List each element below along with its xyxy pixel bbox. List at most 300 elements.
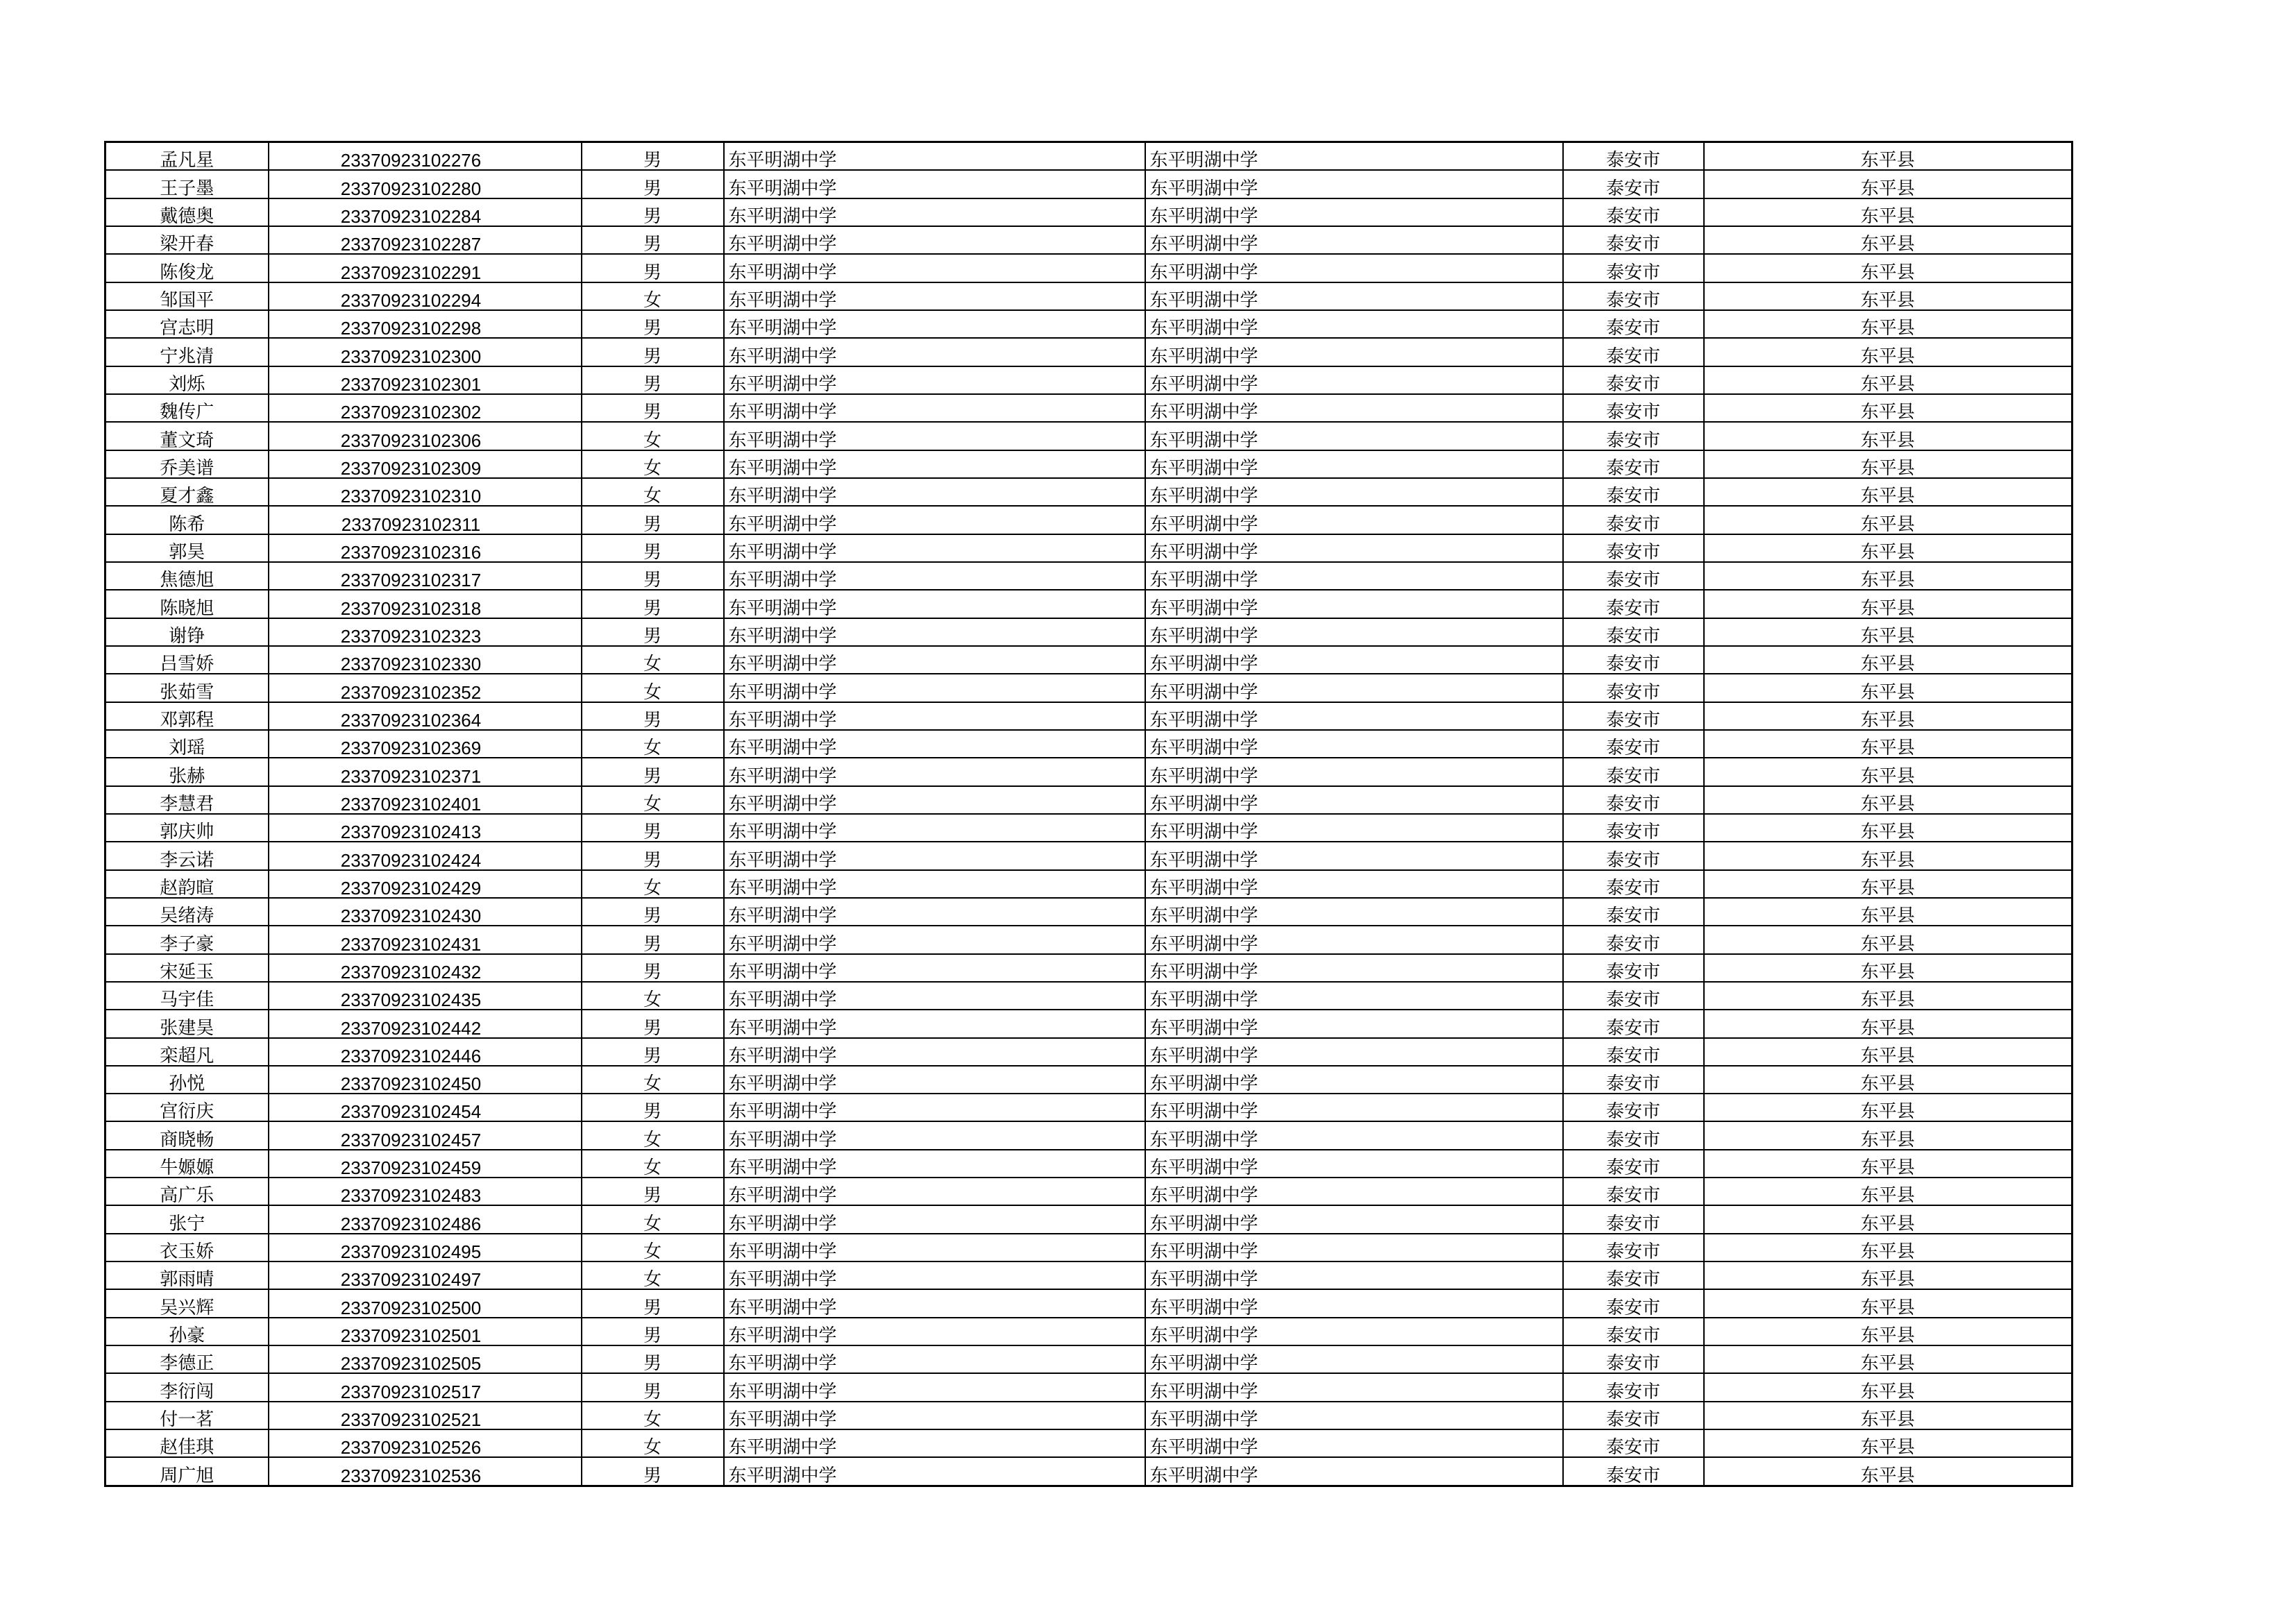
exam-id-cell: 23370923102536 xyxy=(269,1457,582,1486)
exam-id-cell: 23370923102300 xyxy=(269,338,582,366)
gender-cell: 男 xyxy=(582,1289,724,1317)
county-cell: 东平县 xyxy=(1704,1457,2073,1486)
student-name-cell: 赵佳琪 xyxy=(105,1429,269,1457)
school-attended-cell: 东平明湖中学 xyxy=(1145,506,1563,534)
school-attended-cell: 东平明湖中学 xyxy=(1145,1010,1563,1037)
school-attended-cell: 东平明湖中学 xyxy=(1145,1402,1563,1429)
exam-id-cell: 23370923102457 xyxy=(269,1121,582,1149)
student-name-cell: 吕雪娇 xyxy=(105,646,269,674)
student-name-cell: 郭庆帅 xyxy=(105,814,269,842)
table-row xyxy=(105,982,2073,1010)
table-row xyxy=(105,954,2073,982)
county-cell: 东平县 xyxy=(1704,422,2073,450)
school-cell: 东平明湖中学 xyxy=(724,366,1145,394)
exam-id-cell: 23370923102486 xyxy=(269,1205,582,1233)
table-row xyxy=(105,1066,2073,1094)
student-name-cell: 谢铮 xyxy=(105,618,269,646)
student-name-cell: 郭雨晴 xyxy=(105,1261,269,1289)
school-cell: 东平明湖中学 xyxy=(724,814,1145,842)
exam-id-cell: 23370923102291 xyxy=(269,254,582,282)
table-row xyxy=(105,478,2073,506)
exam-id-cell: 23370923102316 xyxy=(269,534,582,562)
table-row xyxy=(105,198,2073,226)
county-cell: 东平县 xyxy=(1704,1429,2073,1457)
city-cell: 泰安市 xyxy=(1563,730,1704,758)
student-name-cell: 王子墨 xyxy=(105,170,269,198)
county-cell: 东平县 xyxy=(1704,310,2073,338)
student-name-cell: 李子豪 xyxy=(105,926,269,953)
county-cell: 东平县 xyxy=(1704,618,2073,646)
student-name-cell: 焦德旭 xyxy=(105,562,269,590)
city-cell: 泰安市 xyxy=(1563,198,1704,226)
city-cell: 泰安市 xyxy=(1563,450,1704,478)
student-name-cell: 夏才鑫 xyxy=(105,478,269,506)
exam-id-cell: 23370923102294 xyxy=(269,282,582,310)
school-attended-cell: 东平明湖中学 xyxy=(1145,142,1563,171)
gender-cell: 男 xyxy=(582,562,724,590)
exam-id-cell: 23370923102276 xyxy=(269,142,582,171)
school-cell: 东平明湖中学 xyxy=(724,786,1145,814)
school-cell: 东平明湖中学 xyxy=(724,590,1145,618)
gender-cell: 女 xyxy=(582,1066,724,1094)
county-cell: 东平县 xyxy=(1704,702,2073,730)
exam-id-cell: 23370923102459 xyxy=(269,1150,582,1178)
student-name-cell: 李云诺 xyxy=(105,842,269,869)
school-attended-cell: 东平明湖中学 xyxy=(1145,1234,1563,1261)
city-cell: 泰安市 xyxy=(1563,1345,1704,1373)
gender-cell: 男 xyxy=(582,310,724,338)
school-attended-cell: 东平明湖中学 xyxy=(1145,170,1563,198)
county-cell: 东平县 xyxy=(1704,1234,2073,1261)
student-name-cell: 李德正 xyxy=(105,1345,269,1373)
table-row xyxy=(105,1010,2073,1037)
school-attended-cell: 东平明湖中学 xyxy=(1145,1178,1563,1205)
student-name-cell: 董文琦 xyxy=(105,422,269,450)
student-name-cell: 衣玉娇 xyxy=(105,1234,269,1261)
county-cell: 东平县 xyxy=(1704,730,2073,758)
county-cell: 东平县 xyxy=(1704,814,2073,842)
gender-cell: 男 xyxy=(582,1318,724,1345)
school-attended-cell: 东平明湖中学 xyxy=(1145,1373,1563,1401)
student-name-cell: 陈俊龙 xyxy=(105,254,269,282)
student-name-cell: 孙悦 xyxy=(105,1066,269,1094)
table-row xyxy=(105,142,2073,171)
county-cell: 东平县 xyxy=(1704,954,2073,982)
county-cell: 东平县 xyxy=(1704,1178,2073,1205)
county-cell: 东平县 xyxy=(1704,198,2073,226)
county-cell: 东平县 xyxy=(1704,758,2073,785)
exam-id-cell: 23370923102306 xyxy=(269,422,582,450)
exam-id-cell: 23370923102311 xyxy=(269,506,582,534)
table-row xyxy=(105,1318,2073,1345)
exam-id-cell: 23370923102483 xyxy=(269,1178,582,1205)
school-attended-cell: 东平明湖中学 xyxy=(1145,1150,1563,1178)
county-cell: 东平县 xyxy=(1704,142,2073,171)
school-attended-cell: 东平明湖中学 xyxy=(1145,1289,1563,1317)
school-cell: 东平明湖中学 xyxy=(724,1318,1145,1345)
student-name-cell: 张宁 xyxy=(105,1205,269,1233)
school-attended-cell: 东平明湖中学 xyxy=(1145,758,1563,785)
student-name-cell: 李衍闯 xyxy=(105,1373,269,1401)
gender-cell: 男 xyxy=(582,534,724,562)
school-cell: 东平明湖中学 xyxy=(724,506,1145,534)
exam-id-cell: 23370923102364 xyxy=(269,702,582,730)
school-attended-cell: 东平明湖中学 xyxy=(1145,898,1563,926)
gender-cell: 女 xyxy=(582,870,724,898)
school-cell: 东平明湖中学 xyxy=(724,226,1145,254)
table-row xyxy=(105,1150,2073,1178)
school-attended-cell: 东平明湖中学 xyxy=(1145,1261,1563,1289)
city-cell: 泰安市 xyxy=(1563,814,1704,842)
county-cell: 东平县 xyxy=(1704,366,2073,394)
city-cell: 泰安市 xyxy=(1563,310,1704,338)
student-name-cell: 刘瑶 xyxy=(105,730,269,758)
school-cell: 东平明湖中学 xyxy=(724,254,1145,282)
gender-cell: 男 xyxy=(582,1345,724,1373)
student-name-cell: 栾超凡 xyxy=(105,1038,269,1066)
city-cell: 泰安市 xyxy=(1563,1038,1704,1066)
table-row xyxy=(105,758,2073,785)
table-row xyxy=(105,870,2073,898)
exam-id-cell: 23370923102369 xyxy=(269,730,582,758)
school-attended-cell: 东平明湖中学 xyxy=(1145,1205,1563,1233)
school-attended-cell: 东平明湖中学 xyxy=(1145,534,1563,562)
school-cell: 东平明湖中学 xyxy=(724,674,1145,702)
school-attended-cell: 东平明湖中学 xyxy=(1145,1038,1563,1066)
gender-cell: 女 xyxy=(582,646,724,674)
school-cell: 东平明湖中学 xyxy=(724,450,1145,478)
county-cell: 东平县 xyxy=(1704,786,2073,814)
city-cell: 泰安市 xyxy=(1563,1234,1704,1261)
student-name-cell: 宋延玉 xyxy=(105,954,269,982)
city-cell: 泰安市 xyxy=(1563,506,1704,534)
county-cell: 东平县 xyxy=(1704,1261,2073,1289)
gender-cell: 男 xyxy=(582,758,724,785)
table-row xyxy=(105,590,2073,618)
exam-id-cell: 23370923102495 xyxy=(269,1234,582,1261)
school-cell: 东平明湖中学 xyxy=(724,1457,1145,1486)
gender-cell: 女 xyxy=(582,674,724,702)
school-attended-cell: 东平明湖中学 xyxy=(1145,982,1563,1010)
gender-cell: 男 xyxy=(582,618,724,646)
table-row xyxy=(105,506,2073,534)
gender-cell: 男 xyxy=(582,814,724,842)
school-attended-cell: 东平明湖中学 xyxy=(1145,226,1563,254)
city-cell: 泰安市 xyxy=(1563,562,1704,590)
gender-cell: 男 xyxy=(582,926,724,953)
county-cell: 东平县 xyxy=(1704,1289,2073,1317)
school-cell: 东平明湖中学 xyxy=(724,338,1145,366)
county-cell: 东平县 xyxy=(1704,1121,2073,1149)
school-cell: 东平明湖中学 xyxy=(724,618,1145,646)
table-row xyxy=(105,226,2073,254)
exam-id-cell: 23370923102330 xyxy=(269,646,582,674)
city-cell: 泰安市 xyxy=(1563,1402,1704,1429)
school-cell: 东平明湖中学 xyxy=(724,898,1145,926)
table-row xyxy=(105,450,2073,478)
table-row xyxy=(105,1121,2073,1149)
gender-cell: 男 xyxy=(582,198,724,226)
table-row xyxy=(105,282,2073,310)
gender-cell: 男 xyxy=(582,170,724,198)
school-cell: 东平明湖中学 xyxy=(724,534,1145,562)
gender-cell: 男 xyxy=(582,1038,724,1066)
city-cell: 泰安市 xyxy=(1563,366,1704,394)
school-cell: 东平明湖中学 xyxy=(724,1289,1145,1317)
exam-id-cell: 23370923102317 xyxy=(269,562,582,590)
school-attended-cell: 东平明湖中学 xyxy=(1145,926,1563,953)
city-cell: 泰安市 xyxy=(1563,898,1704,926)
student-name-cell: 乔美谱 xyxy=(105,450,269,478)
table-row xyxy=(105,1205,2073,1233)
table-row xyxy=(105,1038,2073,1066)
gender-cell: 女 xyxy=(582,1150,724,1178)
gender-cell: 女 xyxy=(582,786,724,814)
exam-id-cell: 23370923102284 xyxy=(269,198,582,226)
gender-cell: 男 xyxy=(582,1373,724,1401)
table-row xyxy=(105,674,2073,702)
school-attended-cell: 东平明湖中学 xyxy=(1145,730,1563,758)
school-cell: 东平明湖中学 xyxy=(724,394,1145,422)
exam-id-cell: 23370923102309 xyxy=(269,450,582,478)
county-cell: 东平县 xyxy=(1704,478,2073,506)
county-cell: 东平县 xyxy=(1704,842,2073,869)
county-cell: 东平县 xyxy=(1704,1373,2073,1401)
city-cell: 泰安市 xyxy=(1563,394,1704,422)
table-row xyxy=(105,338,2073,366)
school-attended-cell: 东平明湖中学 xyxy=(1145,198,1563,226)
table-row xyxy=(105,814,2073,842)
county-cell: 东平县 xyxy=(1704,282,2073,310)
school-attended-cell: 东平明湖中学 xyxy=(1145,842,1563,869)
table-row xyxy=(105,562,2073,590)
table-row xyxy=(105,702,2073,730)
table-row xyxy=(105,842,2073,869)
student-name-cell: 魏传广 xyxy=(105,394,269,422)
county-cell: 东平县 xyxy=(1704,1150,2073,1178)
city-cell: 泰安市 xyxy=(1563,1205,1704,1233)
city-cell: 泰安市 xyxy=(1563,1066,1704,1094)
exam-id-cell: 23370923102442 xyxy=(269,1010,582,1037)
table-row xyxy=(105,1289,2073,1317)
city-cell: 泰安市 xyxy=(1563,1429,1704,1457)
county-cell: 东平县 xyxy=(1704,590,2073,618)
school-attended-cell: 东平明湖中学 xyxy=(1145,450,1563,478)
city-cell: 泰安市 xyxy=(1563,170,1704,198)
school-attended-cell: 东平明湖中学 xyxy=(1145,282,1563,310)
table-row xyxy=(105,1234,2073,1261)
school-cell: 东平明湖中学 xyxy=(724,982,1145,1010)
student-name-cell: 孟凡星 xyxy=(105,142,269,171)
exam-id-cell: 23370923102431 xyxy=(269,926,582,953)
city-cell: 泰安市 xyxy=(1563,1457,1704,1486)
gender-cell: 男 xyxy=(582,366,724,394)
table-row xyxy=(105,422,2073,450)
roster-table-body xyxy=(105,142,2073,1486)
table-row xyxy=(105,1429,2073,1457)
gender-cell: 男 xyxy=(582,842,724,869)
school-attended-cell: 东平明湖中学 xyxy=(1145,786,1563,814)
school-cell: 东平明湖中学 xyxy=(724,198,1145,226)
exam-id-cell: 23370923102301 xyxy=(269,366,582,394)
exam-id-cell: 23370923102497 xyxy=(269,1261,582,1289)
gender-cell: 女 xyxy=(582,730,724,758)
table-row xyxy=(105,786,2073,814)
city-cell: 泰安市 xyxy=(1563,422,1704,450)
table-row xyxy=(105,1457,2073,1486)
gender-cell: 男 xyxy=(582,142,724,171)
city-cell: 泰安市 xyxy=(1563,1289,1704,1317)
school-cell: 东平明湖中学 xyxy=(724,1066,1145,1094)
city-cell: 泰安市 xyxy=(1563,954,1704,982)
student-name-cell: 赵韵暄 xyxy=(105,870,269,898)
student-name-cell: 陈希 xyxy=(105,506,269,534)
school-attended-cell: 东平明湖中学 xyxy=(1145,1345,1563,1373)
student-name-cell: 高广乐 xyxy=(105,1178,269,1205)
city-cell: 泰安市 xyxy=(1563,254,1704,282)
gender-cell: 女 xyxy=(582,1121,724,1149)
school-cell: 东平明湖中学 xyxy=(724,422,1145,450)
student-name-cell: 吴绪涛 xyxy=(105,898,269,926)
school-attended-cell: 东平明湖中学 xyxy=(1145,1429,1563,1457)
city-cell: 泰安市 xyxy=(1563,282,1704,310)
gender-cell: 女 xyxy=(582,1402,724,1429)
gender-cell: 男 xyxy=(582,590,724,618)
county-cell: 东平县 xyxy=(1704,898,2073,926)
county-cell: 东平县 xyxy=(1704,534,2073,562)
school-attended-cell: 东平明湖中学 xyxy=(1145,310,1563,338)
gender-cell: 男 xyxy=(582,702,724,730)
school-attended-cell: 东平明湖中学 xyxy=(1145,674,1563,702)
student-name-cell: 陈晓旭 xyxy=(105,590,269,618)
school-attended-cell: 东平明湖中学 xyxy=(1145,254,1563,282)
gender-cell: 男 xyxy=(582,226,724,254)
gender-cell: 女 xyxy=(582,478,724,506)
gender-cell: 女 xyxy=(582,450,724,478)
school-cell: 东平明湖中学 xyxy=(724,1178,1145,1205)
gender-cell: 男 xyxy=(582,1178,724,1205)
city-cell: 泰安市 xyxy=(1563,786,1704,814)
gender-cell: 女 xyxy=(582,1205,724,1233)
exam-id-cell: 23370923102401 xyxy=(269,786,582,814)
school-cell: 东平明湖中学 xyxy=(724,170,1145,198)
county-cell: 东平县 xyxy=(1704,1205,2073,1233)
exam-id-cell: 23370923102454 xyxy=(269,1094,582,1121)
roster-table xyxy=(104,141,2073,1487)
county-cell: 东平县 xyxy=(1704,506,2073,534)
exam-id-cell: 23370923102318 xyxy=(269,590,582,618)
exam-id-cell: 23370923102298 xyxy=(269,310,582,338)
student-name-cell: 邹国平 xyxy=(105,282,269,310)
gender-cell: 女 xyxy=(582,422,724,450)
city-cell: 泰安市 xyxy=(1563,478,1704,506)
gender-cell: 女 xyxy=(582,982,724,1010)
school-cell: 东平明湖中学 xyxy=(724,954,1145,982)
exam-id-cell: 23370923102505 xyxy=(269,1345,582,1373)
student-name-cell: 商晓畅 xyxy=(105,1121,269,1149)
table-row xyxy=(105,1094,2073,1121)
school-cell: 东平明湖中学 xyxy=(724,142,1145,171)
student-name-cell: 张建昊 xyxy=(105,1010,269,1037)
school-attended-cell: 东平明湖中学 xyxy=(1145,590,1563,618)
exam-id-cell: 23370923102287 xyxy=(269,226,582,254)
school-cell: 东平明湖中学 xyxy=(724,1234,1145,1261)
county-cell: 东平县 xyxy=(1704,226,2073,254)
table-row xyxy=(105,646,2073,674)
school-attended-cell: 东平明湖中学 xyxy=(1145,702,1563,730)
table-row xyxy=(105,926,2073,953)
city-cell: 泰安市 xyxy=(1563,702,1704,730)
exam-id-cell: 23370923102501 xyxy=(269,1318,582,1345)
school-cell: 东平明湖中学 xyxy=(724,310,1145,338)
exam-id-cell: 23370923102310 xyxy=(269,478,582,506)
county-cell: 东平县 xyxy=(1704,674,2073,702)
table-row xyxy=(105,310,2073,338)
exam-id-cell: 23370923102435 xyxy=(269,982,582,1010)
table-row xyxy=(105,170,2073,198)
county-cell: 东平县 xyxy=(1704,450,2073,478)
school-attended-cell: 东平明湖中学 xyxy=(1145,618,1563,646)
school-cell: 东平明湖中学 xyxy=(724,282,1145,310)
county-cell: 东平县 xyxy=(1704,982,2073,1010)
table-row xyxy=(105,1261,2073,1289)
school-attended-cell: 东平明湖中学 xyxy=(1145,870,1563,898)
exam-id-cell: 23370923102371 xyxy=(269,758,582,785)
student-name-cell: 付一茗 xyxy=(105,1402,269,1429)
county-cell: 东平县 xyxy=(1704,926,2073,953)
county-cell: 东平县 xyxy=(1704,1038,2073,1066)
gender-cell: 男 xyxy=(582,1457,724,1486)
student-name-cell: 周广旭 xyxy=(105,1457,269,1486)
city-cell: 泰安市 xyxy=(1563,1373,1704,1401)
table-row xyxy=(105,730,2073,758)
exam-id-cell: 23370923102280 xyxy=(269,170,582,198)
school-cell: 东平明湖中学 xyxy=(724,730,1145,758)
student-name-cell: 张赫 xyxy=(105,758,269,785)
school-cell: 东平明湖中学 xyxy=(724,926,1145,953)
gender-cell: 女 xyxy=(582,1429,724,1457)
table-row xyxy=(105,366,2073,394)
gender-cell: 男 xyxy=(582,254,724,282)
school-cell: 东平明湖中学 xyxy=(724,1373,1145,1401)
exam-id-cell: 23370923102500 xyxy=(269,1289,582,1317)
city-cell: 泰安市 xyxy=(1563,758,1704,785)
exam-id-cell: 23370923102429 xyxy=(269,870,582,898)
exam-id-cell: 23370923102302 xyxy=(269,394,582,422)
table-row xyxy=(105,898,2073,926)
exam-id-cell: 23370923102521 xyxy=(269,1402,582,1429)
exam-id-cell: 23370923102323 xyxy=(269,618,582,646)
county-cell: 东平县 xyxy=(1704,170,2073,198)
county-cell: 东平县 xyxy=(1704,338,2073,366)
student-name-cell: 孙豪 xyxy=(105,1318,269,1345)
student-name-cell: 宫志明 xyxy=(105,310,269,338)
school-cell: 东平明湖中学 xyxy=(724,1010,1145,1037)
school-attended-cell: 东平明湖中学 xyxy=(1145,422,1563,450)
gender-cell: 男 xyxy=(582,954,724,982)
gender-cell: 女 xyxy=(582,282,724,310)
county-cell: 东平县 xyxy=(1704,254,2073,282)
gender-cell: 男 xyxy=(582,1010,724,1037)
school-cell: 东平明湖中学 xyxy=(724,478,1145,506)
school-attended-cell: 东平明湖中学 xyxy=(1145,1066,1563,1094)
school-cell: 东平明湖中学 xyxy=(724,870,1145,898)
city-cell: 泰安市 xyxy=(1563,1150,1704,1178)
table-row xyxy=(105,394,2073,422)
table-row xyxy=(105,1178,2073,1205)
exam-id-cell: 23370923102424 xyxy=(269,842,582,869)
exam-id-cell: 23370923102446 xyxy=(269,1038,582,1066)
